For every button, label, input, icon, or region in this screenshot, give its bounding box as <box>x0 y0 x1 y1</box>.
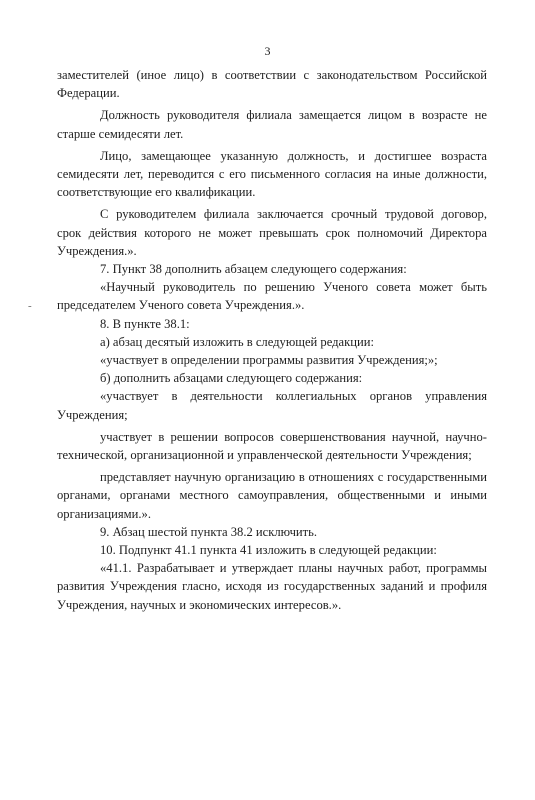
list-item: б) дополнить абзацами следующего содержания: <box>100 371 363 386</box>
list-item: 8. В пункте 38.1: <box>100 316 190 331</box>
paragraph: «Научный руководитель по решению Ученого совета может быть председателем Ученого совета Учреждения.». <box>57 280 487 313</box>
paragraph: Лицо, замещающее указанную должность, и достигшее возраста семидесяти лет, переводится с его письменного согласия на иные должности, соответствующие его квалификации. <box>57 148 487 200</box>
list-item: 9. Абзац шестой пункта 38.2 исключить. <box>100 524 318 539</box>
paragraph: представляет научную организацию в отношениях с государственными органами, органами местного самоуправления, общественными и иными организациями.». <box>57 470 487 521</box>
paragraph: «участвует в определении программы развития Учреждения;»; <box>100 353 438 368</box>
page-number: 3 <box>264 44 271 58</box>
list-item: 7. Пункт 38 дополнить абзацем следующего содержания: <box>100 262 407 277</box>
paragraph: участвует в решении вопросов совершенствования научной, научно-технической, организационной и управленческой деятельности Учреждения; <box>57 429 487 463</box>
list-item: а) абзац десятый изложить в следующей редакции: <box>100 334 374 349</box>
paragraph: «участвует в деятельности коллегиальных органов управления Учреждения; <box>57 389 487 422</box>
paragraph: «41.1. Разрабатывает и утверждает планы научных работ, программы развития Учреждения гласно, исходя из государственных заданий и профиля Учреждения, научных и экономических интересов.». <box>57 561 487 612</box>
margin-mark: - <box>28 300 32 312</box>
list-item: 10. Подпункт 41.1 пункта 41 изложить в следующей редакции: <box>100 543 437 558</box>
paragraph: С руководителем филиала заключается срочный трудовой договор, срок действия которого не может превышать срок полномочий Директора Учреждения.». <box>57 207 487 258</box>
paragraph: Должность руководителя филиала замещается лицом в возрасте не старше семидесяти лет. <box>57 108 487 141</box>
document-body <box>57 66 487 614</box>
paragraph: заместителей (иное лицо) в соответствии с законодательством Российской Федерации. <box>57 68 487 101</box>
